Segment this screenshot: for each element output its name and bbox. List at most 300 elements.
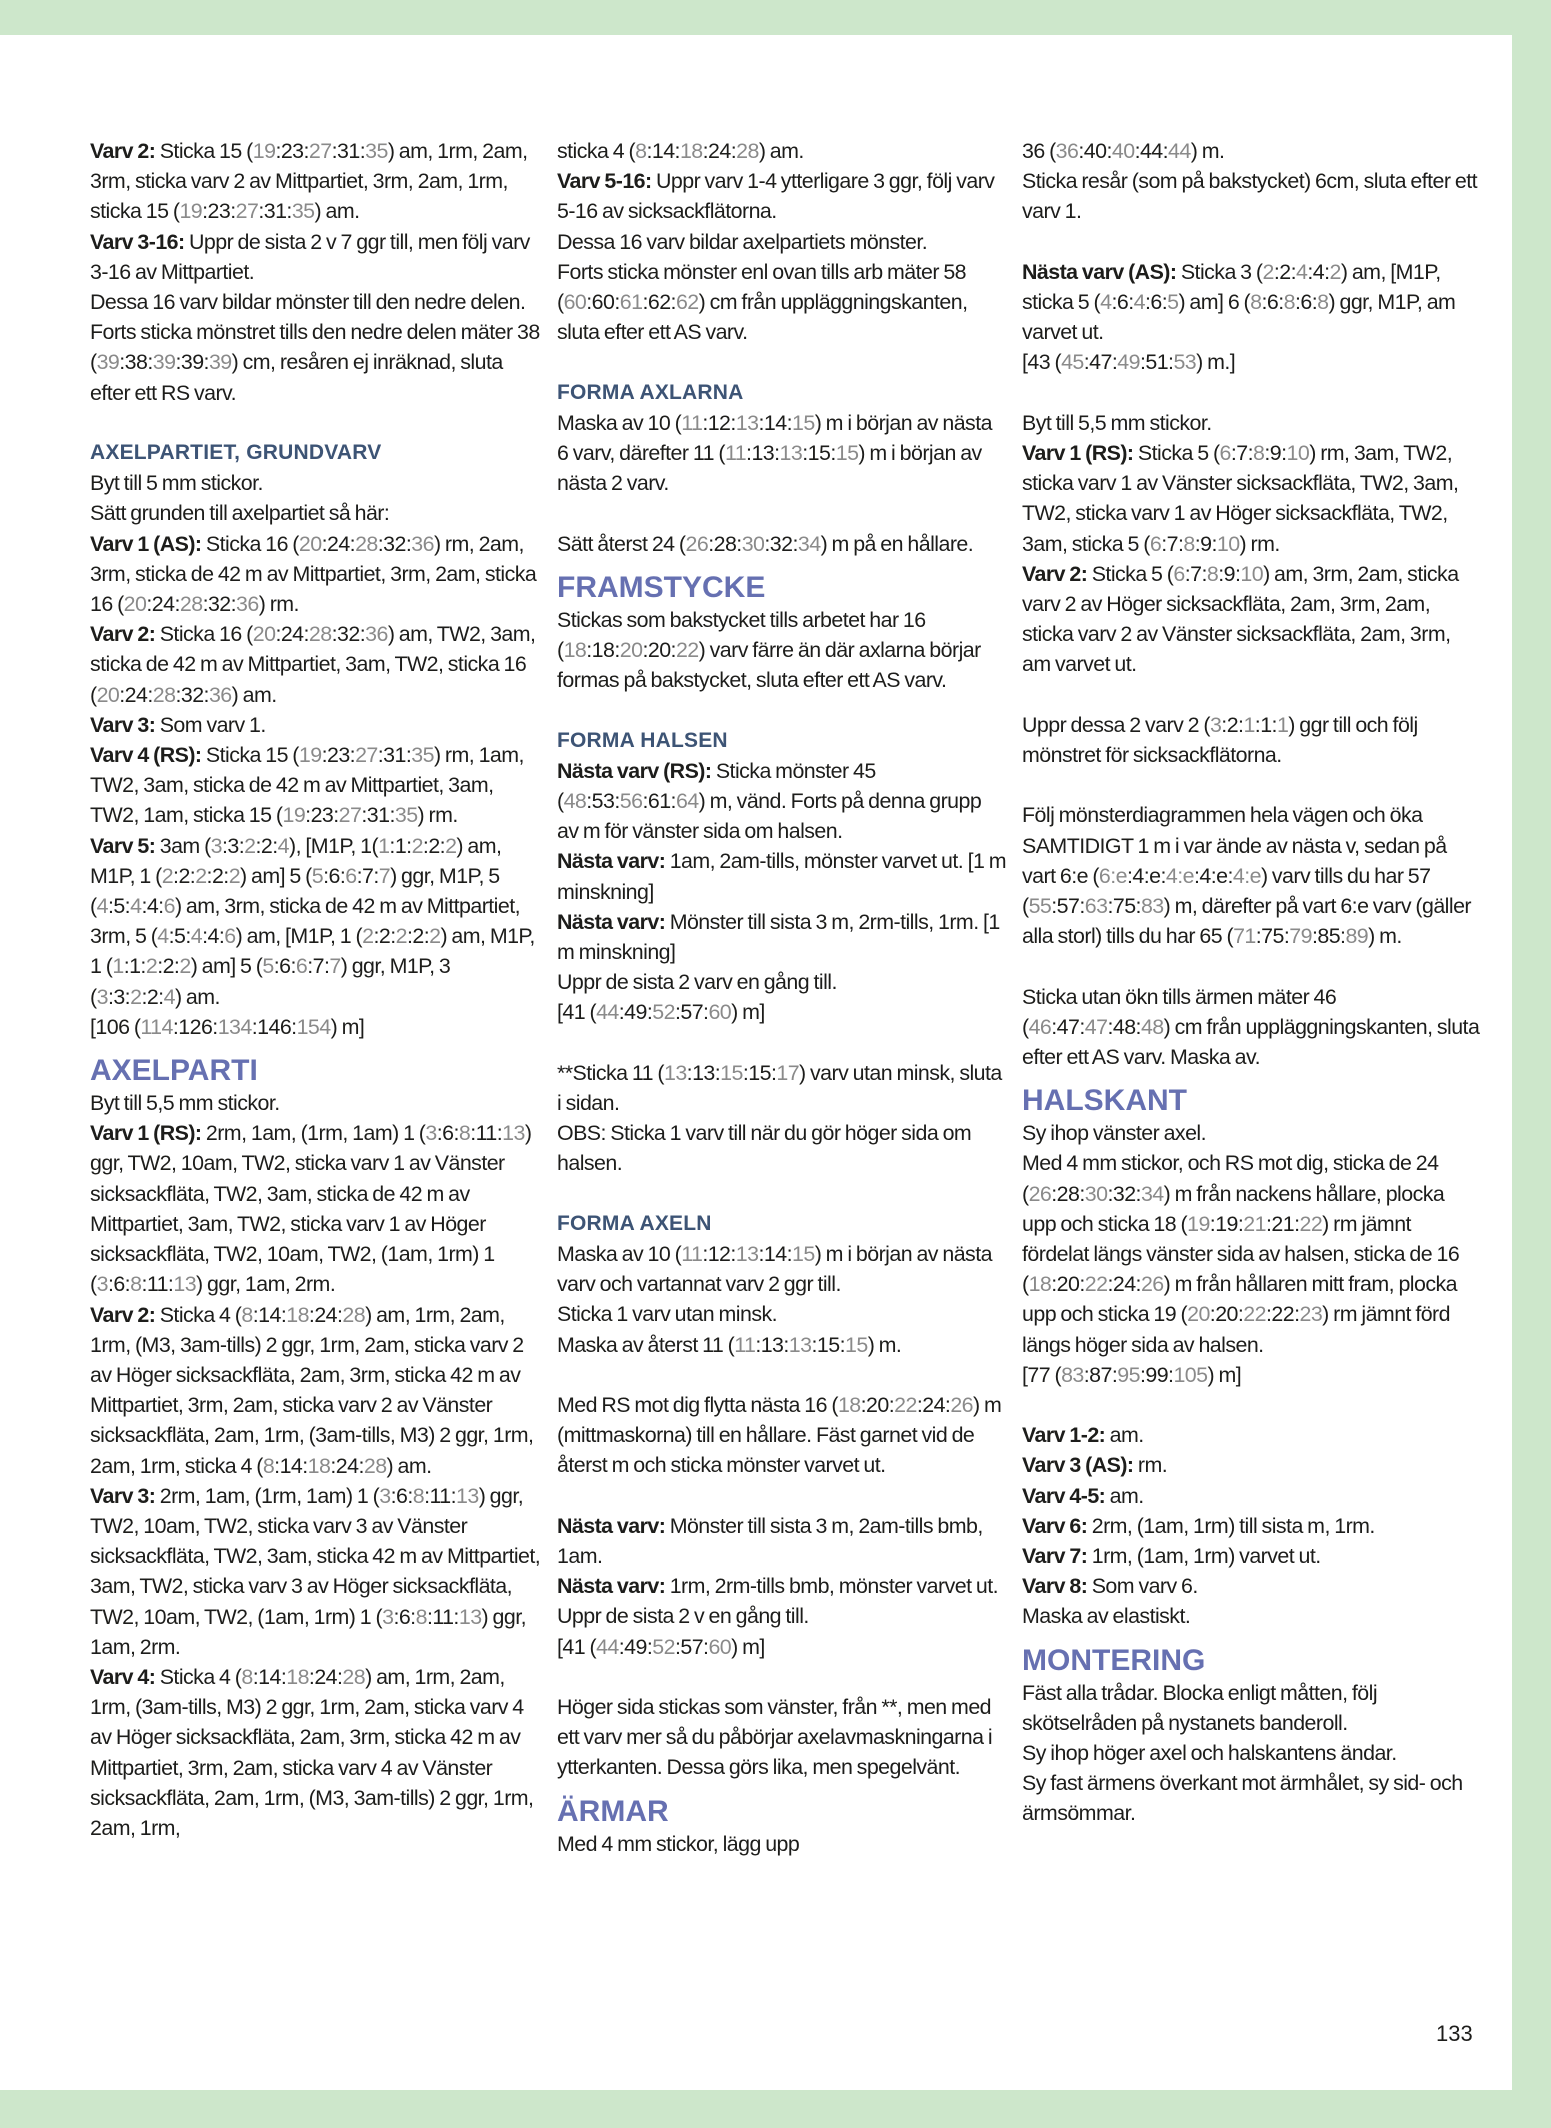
text-run: ) m] — [731, 1634, 765, 1659]
row-label: Varv 1-2: — [1022, 1423, 1110, 1448]
size-value: 34 — [797, 531, 821, 556]
size-value: 18 — [286, 1664, 309, 1689]
size-value: 61 — [619, 290, 643, 315]
paragraph-spacer — [557, 1481, 1007, 1511]
subsection-heading: FORMA HALSEN — [557, 728, 728, 752]
text-run: :75: — [1107, 894, 1141, 919]
text-run: :13: — [746, 441, 780, 466]
text-run: :14: — [758, 410, 792, 435]
paragraph — [1022, 1541, 1482, 1571]
text-run: :2: — [1221, 712, 1244, 737]
size-value: 22 — [894, 1393, 917, 1418]
size-value: 4 — [190, 924, 203, 949]
size-value: 20 — [298, 531, 322, 556]
size-value: 2 — [161, 863, 174, 888]
text-run: :7: — [1161, 531, 1184, 556]
row-label: Varv 3-16: — [90, 229, 189, 254]
text-run: :38: — [119, 350, 153, 375]
text-run: :28: — [1051, 1181, 1085, 1206]
size-value: 52 — [652, 1634, 675, 1659]
text-run: :48: — [1107, 1014, 1141, 1039]
text-run: :6: — [1295, 290, 1318, 314]
size-value: 6 — [1149, 531, 1162, 556]
row-label: Nästa varv: — [557, 849, 670, 874]
size-value: 8 — [635, 139, 647, 163]
text-run: Sticka 1 varv utan minsk. — [557, 1302, 778, 1327]
text-run: Forts sticka mönstret tills den nedre delen mäter 38 ( — [90, 320, 540, 375]
row-label: Varv 1 (RS): — [1022, 441, 1138, 465]
section-heading: ÄRMAR — [557, 1794, 669, 1828]
text-run: :31: — [258, 199, 292, 224]
text-run: :5: — [168, 924, 191, 949]
text-run: ) ggr, 1am, 2rm. — [90, 1604, 526, 1659]
paragraph — [557, 1330, 1007, 1360]
row-label: Varv 4 (RS): — [90, 743, 206, 768]
size-value: 10 — [1240, 561, 1264, 586]
size-value: 39 — [152, 350, 176, 375]
subsection-heading: FORMA AXELN — [557, 1211, 712, 1235]
size-value: 48 — [1140, 1014, 1164, 1039]
text-run: :24: — [146, 592, 180, 617]
text-run: Uppr dessa 2 varv 2 ( — [1022, 712, 1210, 737]
size-value: 4 — [1100, 290, 1112, 314]
text-run: :2: — [373, 924, 396, 949]
paragraph — [1022, 1481, 1482, 1511]
size-value: 6 — [345, 863, 357, 888]
text-run: :2: — [422, 833, 446, 858]
size-value: 18 — [307, 1453, 331, 1478]
size-value: 55 — [1028, 894, 1052, 919]
size-value: 63 — [1084, 894, 1108, 919]
text-run: Sticka 16 ( — [159, 622, 253, 647]
size-value: 36 — [1055, 139, 1079, 163]
text-run: Som varv 6. — [1091, 1574, 1198, 1599]
size-value: 62 — [675, 290, 699, 315]
paragraph-spacer — [557, 347, 1007, 377]
text-run: Dessa 16 varv bildar axelpartiets mönster. — [557, 229, 928, 254]
text-run: Maska av elastiskt. — [1022, 1604, 1191, 1629]
size-value: 8 — [1183, 531, 1195, 556]
paragraph — [1022, 559, 1482, 680]
text-run: 1am, 2am-tills, mönster varvet ut. [1 m minskning] — [557, 849, 1006, 904]
paragraph — [1022, 1420, 1482, 1450]
text-run: :2: — [141, 984, 164, 1009]
size-value: 1 — [1243, 712, 1255, 737]
text-run: :11: — [470, 1121, 503, 1146]
text-run: 1rm, (1am, 1rm) varvet ut. — [1091, 1544, 1321, 1569]
text-run: :20: — [642, 638, 676, 663]
size-value: 36 — [236, 592, 259, 617]
text-run: Sy ihop höger axel och halskantens ändar. — [1022, 1741, 1397, 1766]
text-run: :32: — [1107, 1181, 1141, 1206]
size-value: 19 — [282, 803, 306, 828]
text-run: Följ mönsterdiagrammen hela vägen och öka SAMTIDIGT 1 m i var ände av nästa v, sedan på vart 6:e ( — [1022, 803, 1447, 888]
text-run: :6: — [1144, 290, 1168, 314]
size-value: 4:e — [1165, 863, 1194, 888]
size-value: 26 — [685, 531, 709, 556]
size-value: 8 — [241, 1664, 253, 1689]
paragraph-spacer — [1022, 227, 1482, 257]
text-run: ) m i början av nästa varv och vartannat varv 2 ggr till. — [557, 1242, 992, 1297]
text-run: ) rm, 1am, TW2, 3am, sticka de 42 m av Mittpartiet, 3am, TW2, 1am, sticka 15 ( — [90, 743, 524, 828]
text-run: :7: — [307, 954, 330, 979]
paragraph-spacer — [1022, 1390, 1482, 1420]
size-value: 44 — [1168, 139, 1191, 163]
size-value: 6 — [1219, 441, 1231, 465]
size-value: 2 — [411, 833, 423, 858]
page-number: 133 — [1436, 2021, 1473, 2046]
paragraph — [90, 287, 545, 317]
size-value: 6 — [1173, 561, 1185, 586]
size-value: 4 — [157, 924, 169, 949]
size-value: 83 — [1140, 894, 1164, 919]
size-value: 6 — [163, 894, 175, 919]
text-run: :13: — [755, 1332, 789, 1357]
text-run: :6: — [1111, 290, 1134, 314]
size-value: 154 — [296, 1014, 331, 1039]
row-label: Nästa varv: — [557, 1513, 670, 1538]
paragraph — [1022, 136, 1482, 166]
size-value: 53 — [1173, 350, 1197, 375]
row-label: Varv 5: — [90, 833, 160, 858]
paragraph — [1022, 166, 1482, 226]
text-run: ) am] 6 ( — [1178, 290, 1251, 314]
size-value: 22 — [1243, 1302, 1266, 1327]
text-run: ) am, 1rm, 2am, 1rm, (3am-tills, M3) 2 ggr, 1rm, 2am, sticka varv 4 av Höger sicksackfläta, 2am, 3rm, sticka 42 m av Mittpartiet, 3rm, 2am, sticka varv 4 av Vänster sicksackfläta, 2am, 1rm, (M3, 3am-tills) 2 ggr, 1rm, 2am, 1rm, — [90, 1664, 534, 1840]
size-value: 3 — [96, 1272, 108, 1297]
size-value: 2 — [362, 924, 374, 949]
size-value: 114 — [140, 1014, 173, 1039]
text-run: ) varv tills du har 57 ( — [1022, 863, 1431, 919]
size-value: 13 — [458, 1604, 482, 1629]
size-value: 5 — [1167, 290, 1179, 314]
paragraph — [1022, 710, 1482, 770]
text-run: Sy fast ärmens överkant mot ärmhålet, sy sid- och ärmsömmar. — [1022, 1771, 1463, 1826]
text-run: :24: — [275, 622, 309, 647]
size-value: 3 — [382, 1604, 394, 1629]
text-run: :4: — [141, 894, 164, 919]
text-run: Stickas som bakstycket tills arbetet har 16 ( — [557, 607, 926, 663]
paragraph — [90, 1481, 545, 1662]
row-label: Varv 3 (AS): — [1022, 1453, 1138, 1478]
text-run: ) m, därefter på vart 6:e varv (gäller alla storl) tills du har 65 ( — [1022, 894, 1471, 949]
text-run: :4:e: — [1193, 863, 1233, 888]
section-heading: FRAMSTYCKE — [557, 570, 766, 604]
paragraph — [90, 468, 545, 498]
text-run: ) rm jämnt förd längs höger sida av halsen. — [1022, 1302, 1450, 1357]
text-run: Höger sida stickas som vänster, från **, men med ett varv mer så du påbörjar axelavmaskningarna i ytterkanten. Dessa görs lika, men spegelvänt. — [557, 1695, 993, 1780]
text-run: :11: — [141, 1272, 174, 1297]
size-value: 15 — [720, 1060, 743, 1085]
paragraph-spacer — [1022, 951, 1482, 981]
text-run: ) rm. — [1239, 531, 1280, 556]
text-run: :2: — [1273, 259, 1296, 284]
size-value: 60 — [708, 1634, 732, 1659]
size-value: 2 — [1329, 259, 1341, 284]
text-run: Uppr de sista 2 v 7 ggr till, men följ varv 3-16 av Mittpartiet. — [90, 229, 530, 284]
size-value: 13 — [173, 1272, 197, 1297]
size-value: 27 — [338, 803, 362, 828]
text-run: Maska av återst 11 ( — [557, 1332, 735, 1357]
text-run: Uppr varv 1-4 ytterligare 3 ggr, följ varv 5-16 av sicksackflätorna. — [557, 169, 995, 224]
paragraph — [90, 136, 545, 227]
text-run: :57: — [674, 1000, 709, 1025]
paragraph — [557, 257, 1007, 348]
text-run: :2: — [206, 863, 229, 888]
section-heading: HALSKANT — [1022, 1084, 1187, 1118]
size-value: 2 — [130, 984, 142, 1009]
text-run: ) am, M1P, 1 ( — [90, 924, 535, 979]
row-label: Varv 1 (AS): — [90, 531, 206, 556]
row-label: Varv 7: — [1022, 1544, 1092, 1569]
text-run: :20: — [1209, 1302, 1244, 1327]
text-run: :75: — [1255, 924, 1290, 949]
text-run: 2rm, 1am, (1rm, 1am) 1 ( — [205, 1121, 426, 1146]
text-run: :4:e: — [1127, 863, 1166, 888]
size-value: 20 — [123, 592, 147, 617]
text-run: ) rm, 2am, 3rm, sticka de 42 m av Mittpartiet, 3rm, 2am, sticka 16 ( — [90, 531, 537, 617]
text-run: :15: — [811, 1332, 845, 1357]
paragraph-spacer — [90, 408, 545, 438]
size-value: 30 — [741, 531, 765, 556]
size-value: 13 — [502, 1121, 525, 1146]
text-run: ) cm från uppläggningskanten, sluta efter ett AS varv. Maska av. — [1022, 1014, 1480, 1070]
text-run: Med 4 mm stickor, lägg upp — [557, 1831, 800, 1856]
paragraph-spacer — [557, 695, 1007, 725]
text-run: :62: — [642, 290, 676, 315]
text-run: :5: — [107, 894, 131, 919]
text-run: Byt till 5 mm stickor. — [90, 471, 263, 496]
paragraph — [557, 967, 1007, 997]
paragraph — [1022, 1360, 1482, 1390]
paragraph — [1022, 1768, 1482, 1828]
text-run: ) m] — [330, 1014, 365, 1039]
text-run: :14: — [646, 139, 680, 163]
text-run: :24: — [321, 531, 356, 556]
column-middle — [557, 136, 1007, 1859]
size-value: 4 — [96, 894, 108, 919]
size-value: 26 — [950, 1393, 974, 1418]
text-run: :32: — [175, 682, 209, 707]
size-value: 28 — [308, 622, 332, 647]
text-run: Med RS mot dig flytta nästa 16 ( — [557, 1393, 838, 1418]
size-value: 3 — [210, 833, 223, 858]
paragraph-spacer — [557, 498, 1007, 528]
size-value: 48 — [563, 789, 587, 814]
text-run: ) ggr, M1P, am varvet ut. — [1022, 290, 1456, 345]
paragraph — [557, 1692, 1007, 1783]
text-run: :24: — [308, 1302, 343, 1327]
subsection-heading: AXELPARTIET, GRUNDVARV — [90, 441, 382, 465]
text-run: :14: — [758, 1242, 792, 1267]
text-run: :2: — [173, 863, 196, 888]
paragraph — [557, 846, 1007, 906]
paragraph — [90, 710, 545, 740]
text-run: :23: — [321, 743, 356, 768]
size-value: 27 — [355, 743, 378, 768]
text-run: ) m] — [1207, 1362, 1242, 1387]
size-value: 2 — [228, 863, 241, 888]
text-run: rm. — [1137, 1453, 1168, 1478]
size-value: 83 — [1061, 1362, 1084, 1387]
text-run: ) m (mittmaskorna) till en hållare. Fäst garnet vid de återst m och sticka mönster varvet ut. — [557, 1393, 1002, 1478]
text-run: :32: — [202, 592, 237, 617]
size-value: 28 — [736, 139, 759, 163]
text-run: [43 ( — [1022, 350, 1062, 375]
size-value: 49 — [1117, 350, 1140, 375]
text-run: ) varv utan minsk, sluta i sidan. — [557, 1060, 1002, 1116]
paragraph — [90, 1118, 545, 1299]
text-run: :21: — [1265, 1211, 1300, 1236]
paragraph — [90, 1300, 545, 1481]
text-run: :47: — [1083, 350, 1118, 375]
paragraph — [90, 529, 545, 620]
paragraph-spacer — [557, 1662, 1007, 1692]
size-value: 11 — [681, 410, 703, 435]
paragraph — [1022, 1148, 1482, 1359]
text-run: OBS: Sticka 1 varv till när du gör höger sida om halsen. — [557, 1121, 972, 1176]
text-run: sticka 4 ( — [557, 139, 636, 163]
text-run: :85: — [1311, 924, 1346, 949]
size-value: 35 — [291, 199, 315, 224]
text-run: am. — [1109, 1483, 1144, 1508]
size-value: 8 — [262, 1453, 275, 1478]
size-value: 8 — [241, 1302, 253, 1327]
text-run: :20: — [1051, 1272, 1085, 1297]
text-run: ) am, 3rm, 2am, sticka varv 2 av Höger sicksackfläta, 2am, 3rm, 2am, sticka varv 2 av Vänster sicksackfläta, 2am, 3rm, am varvet ut. — [1022, 561, 1459, 677]
size-value: 2 — [195, 863, 207, 888]
text-run: Sticka 3 ( — [1180, 259, 1263, 284]
size-value: 34 — [1140, 1181, 1164, 1206]
text-run: :1: — [389, 833, 412, 858]
text-run: :53: — [586, 789, 620, 814]
size-value: 40 — [1111, 139, 1135, 163]
size-value: 60 — [563, 290, 587, 315]
size-value: 19 — [179, 199, 203, 224]
size-value: 45 — [1061, 350, 1084, 375]
text-run: ) m] — [731, 1000, 765, 1025]
size-value: 18 — [837, 1393, 861, 1418]
row-label: Varv 5-16: — [557, 169, 656, 194]
text-run: :32: — [377, 531, 412, 556]
text-run: :24: — [916, 1393, 951, 1418]
size-value: 23 — [1299, 1302, 1323, 1327]
text-run: Mönster till sista 3 m, 2am-tills bmb, 1am. — [557, 1513, 983, 1569]
text-run: Sticka 15 ( — [159, 139, 253, 163]
text-run: 2rm, 1am, (1rm, 1am) 1 ( — [159, 1483, 380, 1508]
paragraph-spacer — [1022, 680, 1482, 710]
text-run: ) am. — [314, 199, 360, 224]
size-value: 1 — [378, 833, 390, 858]
text-run: :19: — [1209, 1211, 1244, 1236]
paragraph — [557, 997, 1007, 1027]
text-run: Sticka 5 ( — [1137, 441, 1220, 465]
text-run: :24: — [119, 682, 153, 707]
paragraph — [557, 1299, 1007, 1329]
text-run: ) m. — [1368, 924, 1402, 949]
text-run: Sticka 5 ( — [1091, 561, 1174, 586]
paragraph — [1022, 1571, 1482, 1601]
text-run: ) m. — [867, 1332, 902, 1357]
size-value: 15 — [844, 1332, 868, 1357]
size-value: 35 — [411, 743, 434, 768]
text-run: ) m.] — [1196, 350, 1236, 375]
row-label: Varv 2: — [90, 139, 160, 163]
text-run: [77 ( — [1022, 1362, 1062, 1387]
text-run: ) ggr, M1P, 5 ( — [90, 863, 500, 919]
size-value: 26 — [1140, 1272, 1164, 1297]
paragraph — [557, 1571, 1007, 1631]
paragraph — [90, 1662, 545, 1843]
text-run: :39: — [175, 350, 209, 375]
text-run: :2: — [406, 924, 430, 949]
text-run: :28: — [708, 531, 742, 556]
text-run: :9: — [1218, 561, 1241, 586]
paragraph — [557, 227, 1007, 257]
text-run: Dessa 16 varv bildar mönster till den nedre delen. — [90, 290, 526, 315]
text-run: Uppr de sista 2 varv en gång till. — [557, 970, 837, 995]
text-run: :20: — [860, 1393, 895, 1418]
text-run: ) am, 1rm, 2am, 3rm, sticka varv 2 av Mittpartiet, 3rm, 2am, 1rm, sticka 15 ( — [90, 139, 528, 224]
size-value: 36 — [365, 622, 388, 647]
size-value: 19 — [298, 743, 322, 768]
row-label: Varv 4-5: — [1022, 1483, 1110, 1508]
text-run: ) cm, resåren ej inräknad, sluta efter ett RS varv. — [90, 350, 503, 405]
text-run: ) am, 1rm, 2am, 1rm, (M3, 3am-tills) 2 ggr, 1rm, 2am, sticka varv 2 av Höger sicksackfläta, 2am, 3rm, sticka 42 m av Mittpartiet, 3rm, 2am, sticka varv 2 av Vänster sicksackfläta, 2am, 1rm, (3am-tills, M3) 2 ggr, 1rm, 2am, 1rm, sticka 4 ( — [90, 1302, 534, 1478]
text-run: Sticka 4 ( — [159, 1664, 242, 1689]
row-label: Varv 3: — [90, 1483, 160, 1508]
paragraph — [90, 740, 545, 831]
column-left — [90, 136, 545, 1843]
paragraph — [90, 1088, 545, 1118]
size-value: 36 — [411, 531, 434, 556]
text-run: Maska av 10 ( — [557, 1242, 682, 1267]
size-value: 7 — [378, 863, 391, 888]
size-value: 1 — [112, 954, 124, 979]
column-right — [1022, 136, 1482, 1829]
size-value: 13 — [779, 441, 803, 466]
paragraph — [1022, 1678, 1482, 1738]
size-value: 5 — [262, 954, 274, 979]
text-run: :7: — [1230, 441, 1254, 465]
text-run: ) rm. — [417, 803, 458, 828]
size-value: 10 — [1286, 441, 1310, 465]
text-run: :23: — [305, 803, 339, 828]
section-heading: AXELPARTI — [90, 1054, 258, 1088]
size-value: 28 — [342, 1302, 366, 1327]
text-run: ) m på en hållare. — [820, 531, 974, 556]
text-run: :23: — [275, 139, 309, 163]
text-run: 2rm, (1am, 1rm) till sista m, 1rm. — [1091, 1513, 1375, 1538]
text-run: Sätt återst 24 ( — [557, 531, 686, 556]
paragraph — [557, 1118, 1007, 1178]
size-value: 26 — [1028, 1181, 1052, 1206]
text-run: :12: — [702, 1242, 736, 1267]
text-run: :99: — [1139, 1362, 1174, 1387]
size-value: 18 — [1028, 1272, 1052, 1297]
text-run: :57: — [1051, 894, 1085, 919]
size-value: 6 — [224, 924, 236, 949]
paragraph-spacer — [1022, 770, 1482, 800]
size-value: 36 — [208, 682, 232, 707]
text-run: ) am] 5 ( — [240, 863, 312, 888]
text-run: :2: — [255, 833, 278, 858]
paragraph-spacer — [1022, 378, 1482, 408]
size-value: 13 — [456, 1483, 479, 1508]
text-run: :47: — [1051, 1014, 1085, 1039]
row-label: Nästa varv (AS): — [1022, 259, 1181, 284]
paragraph — [557, 605, 1007, 696]
